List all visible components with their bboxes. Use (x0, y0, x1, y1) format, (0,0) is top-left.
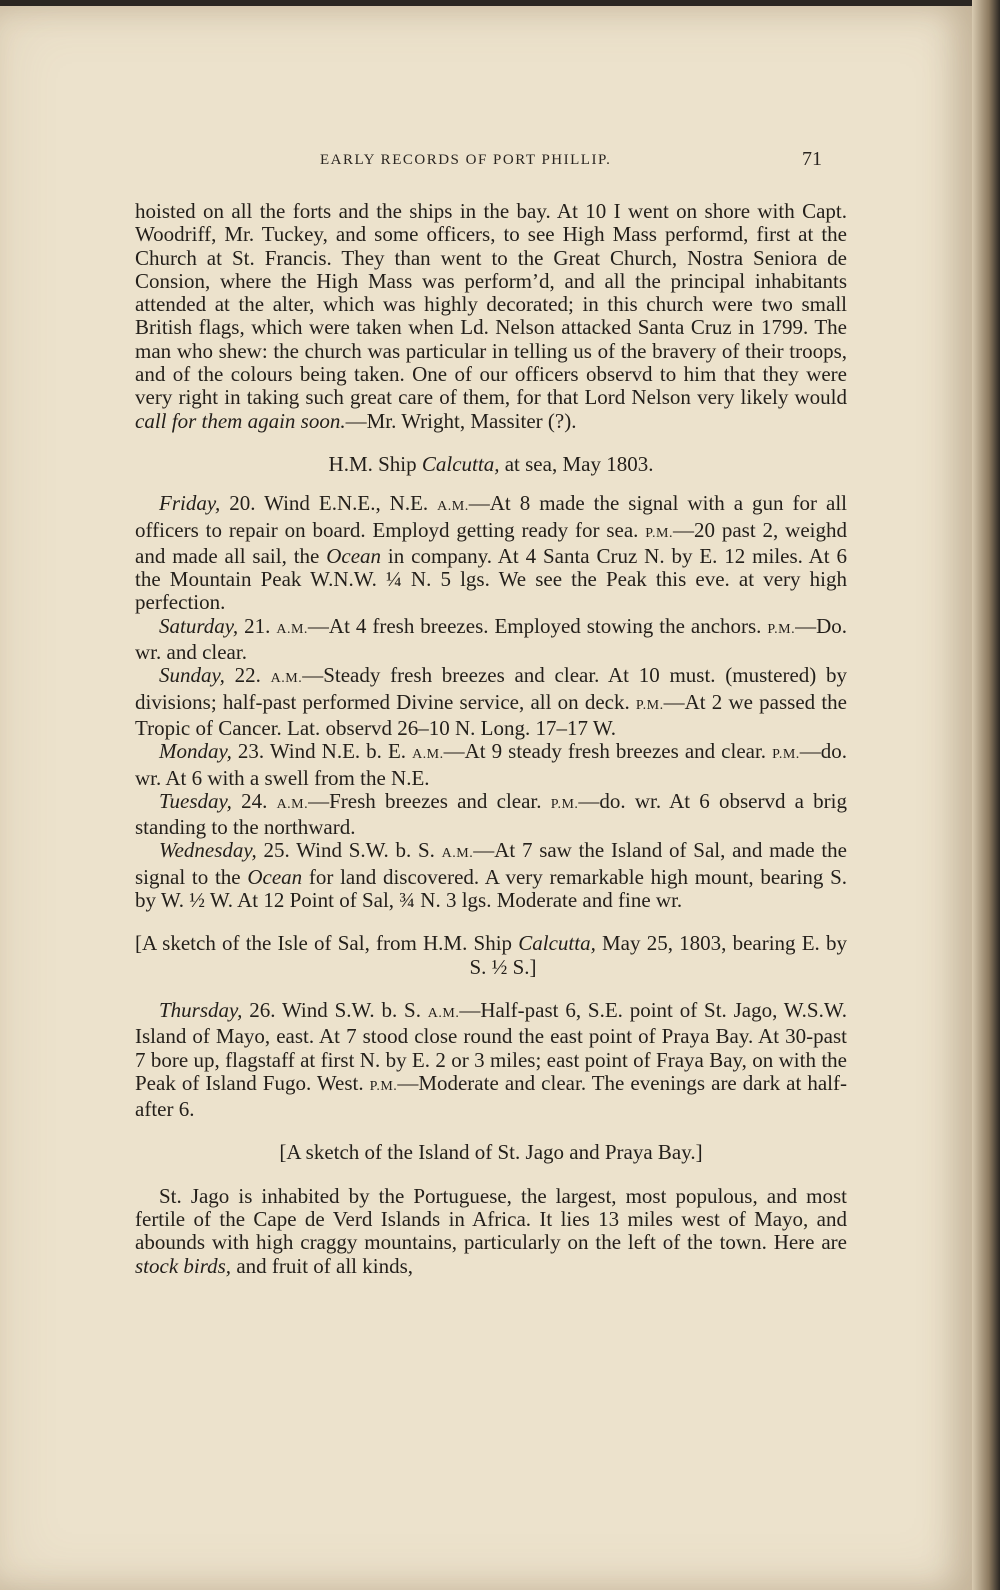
entry-wednesday: Wednesday, 25. Wind S.W. b. S. A.M.—At 7 saw the Island of Sal, and made the signal to the Ocean for land discovered. A very remarkable high mount, bearing S. by W. ½ W. At 12 Point of Sal, ¾ N. 3 lgs. Moderate and fine wr. (135, 838, 848, 913)
sketch-caption-st-jago: [A sketch of the Island of St. Jago and Praya Bay.] (279, 1140, 703, 1165)
page-edge-shadow (972, 0, 1000, 1590)
running-head: EARLY RECORDS OF PORT PHILLIP. (320, 152, 612, 168)
paragraph-high-mass: hoisted on all the forts and the ships in the bay. At 10 I went on shore with Capt. Woodriff, Mr. Tuckey, and some officers, to see High Mass performd, first at the Church at St. Francis. They than went to the Great Church, Nostra Seniora de Consion, where the High Mass was perform’d, and all the principal inhabitants attended at the alter, which was highly decorated; in this church were two small British flags, which were taken when Ld. Nelson attacked Santa Cruz in 1799. The man who shew: the church was particular in telling us of the bravery of their troops, and of the colours being taken. One of our officers observd to him that they were very right in taking such great care of them, for that Lord Nelson very likely would call for them again soon.—Mr. Wright, Massiter (?). (135, 199, 847, 433)
entry-sunday: Sunday, 22. A.M.—Steady fresh breezes and clear. At 10 must. (mustered) by divisions; half-past performed Divine service, all on deck. P.M.—At 2 we passed the Tropic of Cancer. Lat. observd 26–10 N. Long. 17–17 W. (135, 663, 847, 740)
paragraph-st-jago: St. Jago is inhabited by the Portuguese, the largest, most populous, and most fertile of the Cape de Verd Islands in Africa. It lies 13 miles west of Mayo, and abounds with high craggy mountains, particularly on the left of the town. Here are stock birds, and fruit of all kinds, (135, 1183, 847, 1278)
page-body (135, 200, 847, 1278)
entry-monday: Monday, 23. Wind N.E. b. E. A.M.—At 9 steady fresh breezes and clear. P.M.—do. wr. At 6 with a swell from the N.E. (135, 739, 848, 790)
book-page (0, 6, 972, 1590)
sketch-caption-sal: [A sketch of the Isle of Sal, from H.M. Ship Calcutta, May 25, 1803, bearing E. by S. ½ S.] (135, 931, 847, 979)
page-number: 71 (802, 148, 822, 170)
entry-saturday: Saturday, 21. A.M.—At 4 fresh breezes. Employed stowing the anchors. P.M.—Do. wr. and clear. (135, 613, 848, 665)
entry-thursday: Thursday, 26. Wind S.W. b. S. A.M.—Half-past 6, S.E. point of St. Jago, W.S.W. Island of Mayo, east. At 7 stood close round the east point of Praya Bay. At 30-past 7 bore up, flagstaff at first N. by E. 2 or 3 miles; east point of Fraya Bay, on with the Peak of Island Fugo. West. P.M.—Moderate and clear. The evenings are dark at half-after 6. (135, 997, 847, 1122)
entry-friday: Friday, 20. Wind E.N.E., N.E. A.M.—At 8 made the signal with a gun for all officers to repair on board. Employd getting ready for sea. P.M.—20 past 2, weighd and made all sail, the Ocean in company. At 4 Santa Cruz N. by E. 12 miles. At 6 the Mountain Peak W.N.W. ¼ N. 5 lgs. We see the Peak this eve. at very high perfection. (135, 491, 847, 615)
ship-heading: H.M. Ship Calcutta, at sea, May 1803. (328, 451, 654, 476)
entry-tuesday: Tuesday, 24. A.M.—Fresh breezes and clear. P.M.—do. wr. At 6 observd a brig standing to the northward. (135, 788, 847, 840)
